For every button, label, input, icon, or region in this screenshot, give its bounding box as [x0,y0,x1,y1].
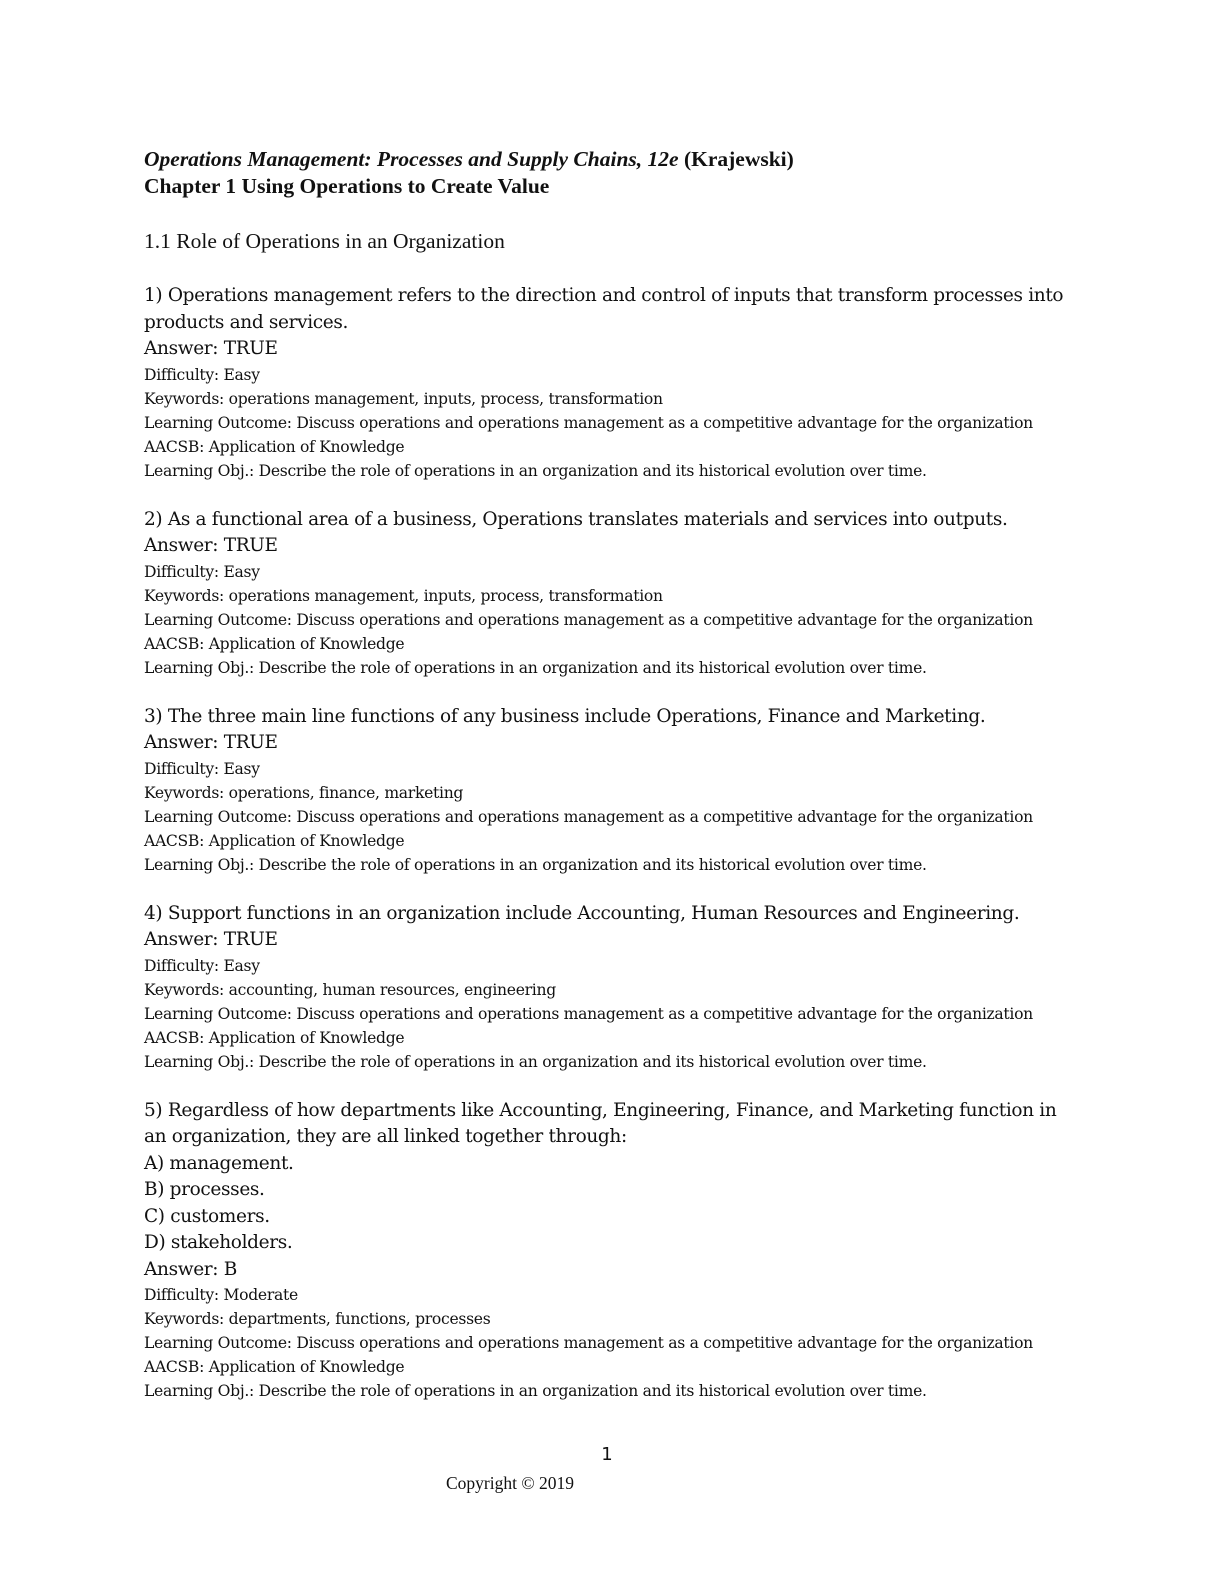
learning-outcome: Learning Outcome: Discuss operations and operations management as a competitive advantage for the organization [144,413,1033,432]
question-block [144,1098,1084,1404]
learning-outcome: Learning Outcome: Discuss operations and operations management as a competitive advantage for the organization [144,807,1033,826]
learning-outcome: Learning Outcome: Discuss operations and operations management as a competitive advantage for the organization [144,1004,1033,1023]
learning-objective: Learning Obj.: Describe the role of operations in an organization and its historical evolution over time. [144,461,927,480]
difficulty: Difficulty: Easy [144,562,260,581]
question-list [144,283,1084,1403]
question-text: 3) The three main line functions of any business include Operations, Finance and Marketing. [144,705,986,727]
document-page [144,146,1084,1427]
question-text: 1) Operations management refers to the direction and control of inputs that transform processes into products and services. [144,285,1064,333]
answer: Answer: TRUE [144,535,278,556]
answer-option: C) customers. [144,1205,270,1227]
learning-outcome: Learning Outcome: Discuss operations and operations management as a competitive advantage for the organization [144,1334,1033,1352]
difficulty: Difficulty: Moderate [144,1286,298,1304]
copyright-notice: Copyright © 2019 [445,1473,575,1493]
question-block [144,507,1084,680]
aacsb: AACSB: Application of Knowledge [144,634,405,653]
difficulty: Difficulty: Easy [144,759,260,778]
question-block [144,901,1084,1074]
answer-option: D) stakeholders. [144,1232,293,1253]
aacsb: AACSB: Application of Knowledge [144,1358,405,1376]
learning-objective: Learning Obj.: Describe the role of operations in an organization and its historical evolution over time. [144,1382,927,1400]
answer-option: B) processes. [144,1179,265,1200]
keywords: Keywords: operations management, inputs, process, transformation [144,389,663,408]
answer: Answer: B [144,1258,237,1280]
page-number: 1 [601,1444,613,1465]
chapter-title: Chapter 1 Using Operations to Create Value [144,174,550,198]
question-text: 2) As a functional area of a business, Operations translates materials and services into outputs. [144,508,1008,530]
aacsb: AACSB: Application of Knowledge [144,1028,405,1047]
difficulty: Difficulty: Easy [144,365,260,384]
book-author: (Krajewski) [683,147,794,171]
learning-objective: Learning Obj.: Describe the role of operations in an organization and its historical evolution over time. [144,855,927,874]
book-title-text: Operations Management: Processes and Supply Chains, 12e [144,147,679,171]
keywords: Keywords: operations management, inputs, process, transformation [144,586,663,605]
question-block [144,283,1084,483]
keywords: Keywords: departments, functions, processes [144,1310,491,1328]
aacsb: AACSB: Application of Knowledge [144,831,405,850]
answer-option: A) management. [144,1152,294,1174]
book-title [144,146,1084,173]
learning-objective: Learning Obj.: Describe the role of operations in an organization and its historical evolution over time. [144,1052,927,1071]
aacsb: AACSB: Application of Knowledge [144,437,405,456]
keywords: Keywords: operations, finance, marketing [144,783,464,802]
answer: Answer: TRUE [144,732,278,753]
learning-outcome: Learning Outcome: Discuss operations and operations management as a competitive advantage for the organization [144,610,1033,629]
question-block [144,704,1084,877]
answer: Answer: TRUE [144,338,278,359]
keywords: Keywords: accounting, human resources, engineering [144,980,556,999]
answer: Answer: TRUE [144,929,278,950]
question-text: 4) Support functions in an organization include Accounting, Human Resources and Engineering. [144,902,1020,924]
section-title: 1.1 Role of Operations in an Organization [144,229,505,253]
question-text: 5) Regardless of how departments like Accounting, Engineering, Finance, and Marketing function in an organization, they are all linked together through: [144,1099,1057,1147]
learning-objective: Learning Obj.: Describe the role of operations in an organization and its historical evolution over time. [144,658,927,677]
difficulty: Difficulty: Easy [144,956,260,975]
